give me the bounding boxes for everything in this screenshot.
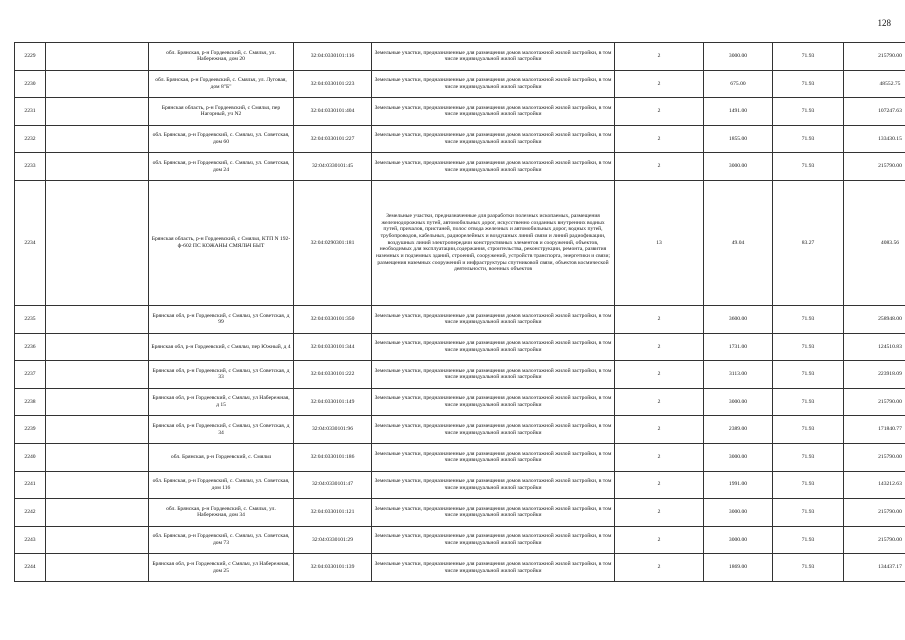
address-cell: обл. Брянская, р-н Гордеевский, с. Смяльч, ул. Набережная, дом 20: [149, 43, 294, 71]
table-row: [15, 499, 905, 527]
cadastral-number-cell: 32:04:0330101:139: [294, 554, 372, 582]
blank-cell: [46, 554, 149, 582]
blank-cell: [46, 125, 149, 153]
cadastral-number-cell: 32:04:0330101:223: [294, 70, 372, 98]
address-cell: обл. Брянская, р-н Гордеевский, с. Смяльч, ул. Набережная, дом 34: [149, 499, 294, 527]
land-use-cell: Земельные участки, предназначенные для разработки полезных ископаемых, размещения железнодорожных путей, автомобильных дорог, искусственно созданных внутренних водных путей, причалов, пристаней, полос отвода железных и автомобильных дорог, водных путей, трубопроводов, кабельных, радиорелейных и воздушных линий связи и линий радиофикации, воздушных линий электропередачи конструктивных элементов и сооружений, объектов, необходимых для эксплуатации,содержания, строительства, реконструкции, ремонта, развития наземных и подземных зданий, строений, сооружений, устройств транспорта, энергетики и связи; размещения наземных сооружений и инфраструктуры спутниковой связи, объектов космической деятельности, военных объектов: [372, 180, 615, 305]
address-cell: обл. Брянская, р-н Гордеевский, с. Смяльч, ул. Луговая, дом 8"Б": [149, 70, 294, 98]
value-cell: 215790.00: [844, 153, 905, 181]
table-row: [15, 388, 905, 416]
cadastral-number-cell: 32:04:0330101:222: [294, 361, 372, 389]
group-cell: 2: [615, 526, 704, 554]
value-cell: 133430.15: [844, 125, 905, 153]
area-cell: 49.04: [704, 180, 773, 305]
blank-cell: [46, 443, 149, 471]
table-row: [15, 153, 905, 181]
rate-cell: 71.93: [773, 526, 844, 554]
land-use-cell: Земельные участки, предназначенные для размещения домов малоэтажной жилой застройки, в том числе индивидуальной жилой застройки: [372, 333, 615, 361]
table-body: [15, 43, 905, 582]
address-cell: Брянская область, р-н Гордеевский, с Смяльч, КТП N 192-ф-602 ПС КОЖАНЫ СМЯЛЬЧ БЫТ: [149, 180, 294, 305]
rate-cell: 71.93: [773, 499, 844, 527]
rate-cell: 71.93: [773, 43, 844, 71]
address-cell: Брянская обл, р-н Гордеевский, с Смяльч, ул Набережная, д 15: [149, 388, 294, 416]
rate-cell: 83.27: [773, 180, 844, 305]
row-number: 2237: [15, 361, 46, 389]
blank-cell: [46, 43, 149, 71]
rate-cell: 71.93: [773, 125, 844, 153]
cadastral-number-cell: 32:04:0330101:116: [294, 43, 372, 71]
table-row: [15, 361, 905, 389]
blank-cell: [46, 388, 149, 416]
table-row: [15, 416, 905, 444]
area-cell: 3000.00: [704, 153, 773, 181]
table-row: [15, 526, 905, 554]
row-number: 2233: [15, 153, 46, 181]
area-cell: 675.00: [704, 70, 773, 98]
rate-cell: 71.93: [773, 416, 844, 444]
address-cell: Брянская область, р-н Гордеевский, с Смяльч, пер Нагорный, уч N2: [149, 98, 294, 126]
group-cell: 2: [615, 416, 704, 444]
group-cell: 2: [615, 305, 704, 333]
table-row: [15, 333, 905, 361]
area-cell: 1731.00: [704, 333, 773, 361]
address-cell: обл. Брянская, р-н Гордеевский, с. Смяльч, ул. Советская, дом 60: [149, 125, 294, 153]
group-cell: 2: [615, 153, 704, 181]
group-cell: 2: [615, 70, 704, 98]
cadastral-number-cell: 32:04:0330101:47: [294, 471, 372, 499]
land-use-cell: Земельные участки, предназначенные для размещения домов малоэтажной жилой застройки, в том числе индивидуальной жилой застройки: [372, 98, 615, 126]
cadastral-number-cell: 32:04:0330101:404: [294, 98, 372, 126]
area-cell: 3000.00: [704, 388, 773, 416]
address-cell: Брянская обл, р-н Гордеевский, с Смяльч, ул Советская, д 34: [149, 416, 294, 444]
land-use-cell: Земельные участки, предназначенные для размещения домов малоэтажной жилой застройки, в том числе индивидуальной жилой застройки: [372, 554, 615, 582]
land-use-cell: Земельные участки, предназначенные для размещения домов малоэтажной жилой застройки, в том числе индивидуальной жилой застройки: [372, 153, 615, 181]
rate-cell: 71.93: [773, 388, 844, 416]
row-number: 2232: [15, 125, 46, 153]
rate-cell: 71.93: [773, 333, 844, 361]
area-cell: 1869.00: [704, 554, 773, 582]
address-cell: обл. Брянская, р-н Гордеевский, с. Смяльч, ул. Советская, дом 73: [149, 526, 294, 554]
table-row: [15, 180, 905, 305]
group-cell: 2: [615, 471, 704, 499]
row-number: 2236: [15, 333, 46, 361]
value-cell: 4083.56: [844, 180, 905, 305]
value-cell: 134437.17: [844, 554, 905, 582]
value-cell: 107247.63: [844, 98, 905, 126]
rate-cell: 71.93: [773, 361, 844, 389]
value-cell: 258948.00: [844, 305, 905, 333]
row-number: 2242: [15, 499, 46, 527]
table-row: [15, 98, 905, 126]
land-use-cell: Земельные участки, предназначенные для размещения домов малоэтажной жилой застройки, в том числе индивидуальной жилой застройки: [372, 305, 615, 333]
cadastral-number-cell: 32:04:0330101:29: [294, 526, 372, 554]
blank-cell: [46, 70, 149, 98]
area-cell: 3000.00: [704, 499, 773, 527]
land-use-cell: Земельные участки, предназначенные для размещения домов малоэтажной жилой застройки, в том числе индивидуальной жилой застройки: [372, 125, 615, 153]
page-number: 128: [877, 18, 891, 28]
cadastral-number-cell: 32:04:0330101:121: [294, 499, 372, 527]
cadastral-number-cell: 32:04:0330101:227: [294, 125, 372, 153]
blank-cell: [46, 499, 149, 527]
cadastral-number-cell: 32:04:0330101:186: [294, 443, 372, 471]
area-cell: 3000.00: [704, 443, 773, 471]
group-cell: 2: [615, 333, 704, 361]
cadastral-number-cell: 32:04:0330101:350: [294, 305, 372, 333]
address-cell: обл. Брянская, р-н Гордеевский, с. Смяльч, ул. Советская, дом 24: [149, 153, 294, 181]
area-cell: 3000.00: [704, 526, 773, 554]
table-row: [15, 43, 905, 71]
cadastral-number-cell: 32:04:0330101:45: [294, 153, 372, 181]
cadastral-number-cell: 32:04:0330101:149: [294, 388, 372, 416]
table-row: [15, 70, 905, 98]
rate-cell: 71.93: [773, 98, 844, 126]
value-cell: 124510.83: [844, 333, 905, 361]
rate-cell: 71.93: [773, 443, 844, 471]
area-cell: 3600.00: [704, 305, 773, 333]
area-cell: 1991.00: [704, 471, 773, 499]
blank-cell: [46, 361, 149, 389]
rate-cell: 71.93: [773, 70, 844, 98]
rate-cell: 71.93: [773, 153, 844, 181]
value-cell: 48552.75: [844, 70, 905, 98]
row-number: 2234: [15, 180, 46, 305]
land-use-cell: Земельные участки, предназначенные для размещения домов малоэтажной жилой застройки, в том числе индивидуальной жилой застройки: [372, 70, 615, 98]
group-cell: 2: [615, 499, 704, 527]
value-cell: 215790.00: [844, 443, 905, 471]
rate-cell: 71.93: [773, 554, 844, 582]
area-cell: 3113.00: [704, 361, 773, 389]
row-number: 2230: [15, 70, 46, 98]
land-use-cell: Земельные участки, предназначенные для размещения домов малоэтажной жилой застройки, в том числе индивидуальной жилой застройки: [372, 361, 615, 389]
address-cell: обл. Брянская, р-н Гордеевский, с. Смяльч: [149, 443, 294, 471]
land-use-cell: Земельные участки, предназначенные для размещения домов малоэтажной жилой застройки, в том числе индивидуальной жилой застройки: [372, 499, 615, 527]
group-cell: 2: [615, 125, 704, 153]
value-cell: 143212.63: [844, 471, 905, 499]
cadastral-number-cell: 32:04:0330101:96: [294, 416, 372, 444]
row-number: 2235: [15, 305, 46, 333]
land-register-table: [14, 42, 905, 582]
group-cell: 2: [615, 98, 704, 126]
group-cell: 2: [615, 388, 704, 416]
table-row: [15, 443, 905, 471]
address-cell: Брянская обл, р-н Гордеевский, с Смяльч, ул Набережная, дом 25: [149, 554, 294, 582]
table-row: [15, 471, 905, 499]
blank-cell: [46, 526, 149, 554]
cadastral-number-cell: 32:04:0290301:181: [294, 180, 372, 305]
table-row: [15, 125, 905, 153]
address-cell: Брянская обл, р-н Гордеевский, с Смяльч, ул Советская, д 33: [149, 361, 294, 389]
value-cell: 215790.00: [844, 526, 905, 554]
row-number: 2241: [15, 471, 46, 499]
land-use-cell: Земельные участки, предназначенные для размещения домов малоэтажной жилой застройки, в том числе индивидуальной жилой застройки: [372, 43, 615, 71]
land-use-cell: Земельные участки, предназначенные для размещения домов малоэтажной жилой застройки, в том числе индивидуальной жилой застройки: [372, 388, 615, 416]
blank-cell: [46, 153, 149, 181]
cadastral-number-cell: 32:04:0330101:344: [294, 333, 372, 361]
value-cell: 215790.00: [844, 499, 905, 527]
value-cell: 223918.09: [844, 361, 905, 389]
row-number: 2244: [15, 554, 46, 582]
blank-cell: [46, 471, 149, 499]
blank-cell: [46, 416, 149, 444]
row-number: 2238: [15, 388, 46, 416]
land-use-cell: Земельные участки, предназначенные для размещения домов малоэтажной жилой застройки, в том числе индивидуальной жилой застройки: [372, 443, 615, 471]
value-cell: 171840.77: [844, 416, 905, 444]
group-cell: 2: [615, 43, 704, 71]
row-number: 2240: [15, 443, 46, 471]
row-number: 2229: [15, 43, 46, 71]
area-cell: 1855.00: [704, 125, 773, 153]
group-cell: 13: [615, 180, 704, 305]
area-cell: 2389.00: [704, 416, 773, 444]
blank-cell: [46, 333, 149, 361]
group-cell: 2: [615, 554, 704, 582]
blank-cell: [46, 305, 149, 333]
table-row: [15, 305, 905, 333]
address-cell: Брянская обл, р-н Гордеевский, с Смяльч, пер Южный, д 4: [149, 333, 294, 361]
rate-cell: 71.93: [773, 305, 844, 333]
row-number: 2243: [15, 526, 46, 554]
row-number: 2239: [15, 416, 46, 444]
land-use-cell: Земельные участки, предназначенные для размещения домов малоэтажной жилой застройки, в том числе индивидуальной жилой застройки: [372, 471, 615, 499]
value-cell: 215790.00: [844, 388, 905, 416]
area-cell: 1491.00: [704, 98, 773, 126]
group-cell: 2: [615, 361, 704, 389]
area-cell: 3000.00: [704, 43, 773, 71]
rate-cell: 71.93: [773, 471, 844, 499]
address-cell: обл. Брянская, р-н Гордеевский, с. Смяльч, ул. Советская, дом 116: [149, 471, 294, 499]
group-cell: 2: [615, 443, 704, 471]
row-number: 2231: [15, 98, 46, 126]
land-use-cell: Земельные участки, предназначенные для размещения домов малоэтажной жилой застройки, в том числе индивидуальной жилой застройки: [372, 416, 615, 444]
address-cell: Брянская обл, р-н Гордеевский, с Смяльч, ул Советская, д 99: [149, 305, 294, 333]
blank-cell: [46, 98, 149, 126]
blank-cell: [46, 180, 149, 305]
table-row: [15, 554, 905, 582]
value-cell: 215790.00: [844, 43, 905, 71]
land-use-cell: Земельные участки, предназначенные для размещения домов малоэтажной жилой застройки, в том числе индивидуальной жилой застройки: [372, 526, 615, 554]
